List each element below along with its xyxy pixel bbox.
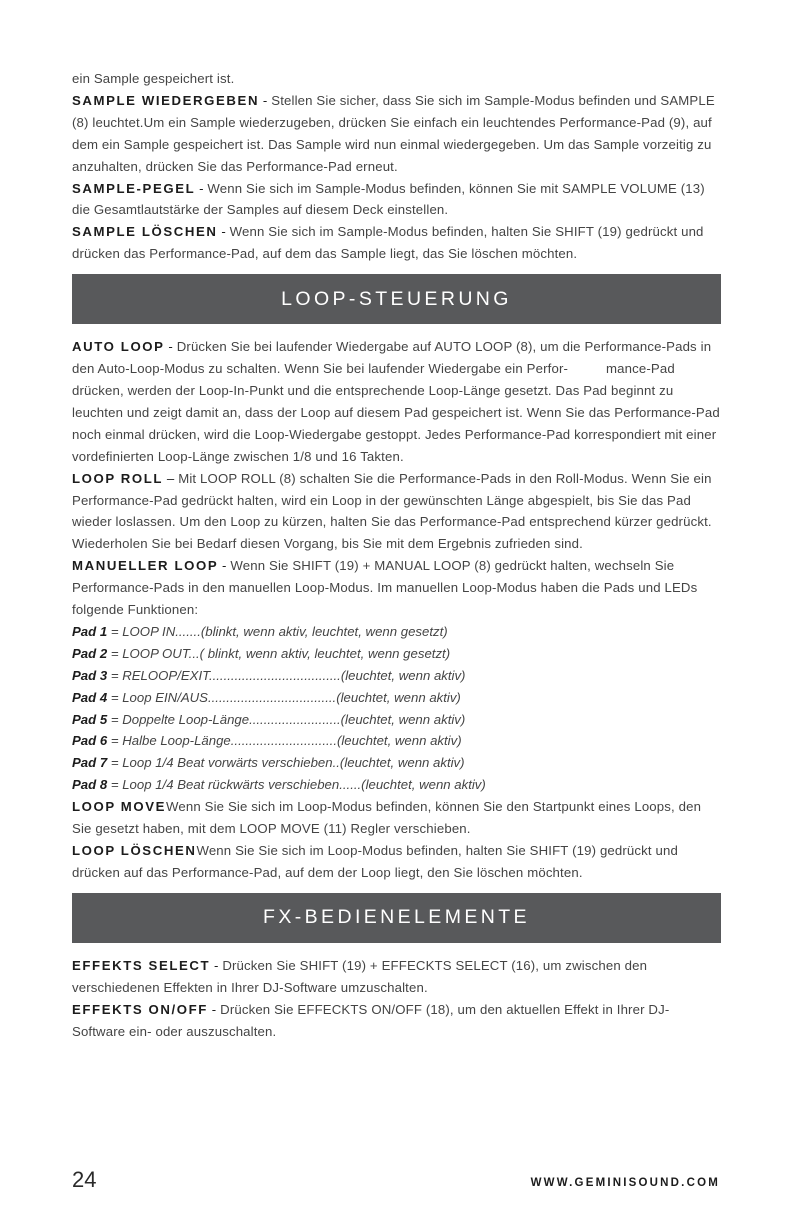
loop-roll-text: Mit LOOP ROLL (8) schalten Sie die Performance-Pads in den Roll-Modus. Wenn Sie ein Performance-Pad gedrückt halten, wird ein Loop in der gewünschten Länge abgespielt, bis Sie das Pad wieder loslassen. Um den Loop zu kürzen, halten Sie das Performance-Pad entsprechend kürzer gedrückt. Wiederholen Sie bei Bedarf diesen Vorgang, bis Sie mit dem Ergebnis zufrieden sind. [72, 470, 712, 552]
pad-label: Pad 3 [72, 667, 108, 683]
sample-delete-text: Wenn Sie sich im Sample-Modus befinden, halten Sie SHIFT (19) gedrückt und drücken das Performance-Pad, auf dem das Sample liegt, das Sie löschen möchten. [72, 224, 704, 262]
pad-line-1 [72, 621, 721, 643]
fx-select-text: Drücken Sie SHIFT (19) + EFFECKTS SELECT (16), um zwischen den verschiedenen Effekten in Ihrer DJ-Software umzuschalten. [72, 957, 648, 995]
pad-description: = Loop 1/4 Beat vorwärts verschieben..(leuchtet, wenn aktiv) [107, 755, 465, 771]
loop-move-text: Wenn Sie Sie sich im Loop-Modus befinden, können Sie den Startpunkt eines Loops, den Sie gesetzt haben, mit dem LOOP MOVE (11) Regler verschieben. [72, 799, 702, 837]
fx-onoff-paragraph [72, 999, 721, 1043]
term-loop-roll: LOOP ROLL [72, 470, 164, 486]
separator: - [164, 339, 177, 355]
pad-line-5 [72, 709, 721, 731]
page-number: 24 [72, 1167, 97, 1192]
auto-loop-text-a: Drücken Sie bei laufender Wiedergabe auf AUTO LOOP (8), um die Performance-Pads in den Auto-Loop-Modus zu schalten. Wenn Sie bei laufender Wiedergabe ein Perfor- [72, 339, 712, 377]
sample-level-paragraph [72, 178, 721, 222]
section-header-fx [72, 893, 721, 943]
term-sample-play: SAMPLE WIEDERGEBEN [72, 92, 260, 108]
loop-move-paragraph [72, 796, 721, 840]
sample-play-text: Stellen Sie sicher, dass Sie sich im Sample-Modus befinden und SAMPLE (8) leuchtet.Um ein Sample wiederzugeben, drücken Sie einfach ein leuchtendes Performance-Pad (9), auf dem ein Sample gespeichert ist. Das Sample wird nun einmal wiedergegeben. Um das Sample vorzeitig zu anzuhalten, drücken Sie das Performance-Pad erneut. [72, 92, 715, 174]
pad-description: = Loop 1/4 Beat rückwärts verschieben......(leuchtet, wenn aktiv) [107, 777, 486, 793]
separator: – [163, 470, 179, 486]
pad-description: = LOOP IN.......(blinkt, wenn aktiv, leuchtet, wenn gesetzt) [107, 623, 448, 639]
separator: - [259, 92, 272, 108]
loop-roll-paragraph [72, 468, 721, 556]
sample-play-paragraph [72, 90, 721, 178]
term-fx-onoff: EFFEKTS ON/OFF [72, 1001, 208, 1017]
manual-loop-paragraph [72, 555, 721, 621]
pad-line-8 [72, 774, 721, 796]
sample-level-text: Wenn Sie sich im Sample-Modus befinden, können Sie mit SAMPLE VOLUME (13) die Gesamtlautstärke der Samples auf diesem Deck einstellen. [72, 180, 705, 218]
auto-loop-paragraph [72, 336, 721, 467]
separator: - [195, 180, 208, 196]
separator: - [218, 558, 231, 574]
pad-description: = Loop EIN/AUS...................................(leuchtet, wenn aktiv) [107, 689, 461, 705]
term-sample-level: SAMPLE-PEGEL [72, 180, 196, 196]
separator: - [217, 224, 230, 240]
website-url: WWW.GEMINISOUND.COM [530, 1177, 720, 1189]
pad-label: Pad 8 [72, 777, 108, 793]
pad-description: = Halbe Loop-Länge.............................(leuchtet, wenn aktiv) [107, 733, 462, 749]
pad-function-list [72, 621, 721, 796]
fx-select-paragraph [72, 955, 721, 999]
pad-description: = Doppelte Loop-Länge.........................(leuchtet, wenn aktiv) [107, 711, 466, 727]
term-sample-delete: SAMPLE LÖSCHEN [72, 224, 218, 240]
pad-label: Pad 5 [72, 711, 108, 727]
sample-delete-paragraph [72, 221, 721, 265]
pad-description: = LOOP OUT...( blinkt, wenn aktiv, leuchtet, wenn gesetzt) [107, 645, 451, 661]
separator: - [207, 1001, 221, 1017]
term-manual-loop: MANUELLER LOOP [72, 558, 219, 574]
term-loop-move: LOOP MOVE [72, 799, 167, 815]
manual-loop-text: Wenn Sie SHIFT (19) + MANUAL LOOP (8) gedrückt halten, wechseln Sie Performance-Pads in den manuellen Loop-Modus. Im manuellen Loop-Modus haben die Pads und LEDs folgende Funktionen: [72, 558, 698, 618]
page-content [72, 68, 721, 1042]
pad-label: Pad 7 [72, 755, 108, 771]
pad-line-6 [72, 730, 721, 752]
pad-label: Pad 4 [72, 689, 108, 705]
section-title-loop: LOOP-STEUERUNG [281, 287, 512, 310]
pad-label: Pad 2 [72, 645, 108, 661]
auto-loop-text-b: mance-Pad drücken, werden der Loop-In-Punkt und die entsprechende Loop-Länge gesetzt. Das Pad beginnt zu leuchten und zeigt damit an, dass der Loop auf diesem Pad gespeichert ist. Wenn Sie das Performance-Pad noch einmal drücken, wird die Loop-Wiedergabe gestoppt. Jedes Performance-Pad korrespondiert mit einer vordefinierten Loop-Länge zwischen 1/8 und 16 Takten. [72, 361, 720, 464]
fx-onoff-text: Drücken Sie EFFECKTS ON/OFF (18), um den aktuellen Effekt in Ihrer DJ-Software ein- oder auszuschalten. [72, 1001, 670, 1039]
section-title-fx: FX-BEDIENELEMENTE [263, 906, 530, 929]
pad-label: Pad 1 [72, 623, 108, 639]
pad-line-2 [72, 643, 721, 665]
pad-line-3 [72, 665, 721, 687]
pad-label: Pad 6 [72, 733, 108, 749]
section-header-loop [72, 274, 721, 324]
loop-delete-text: Wenn Sie Sie sich im Loop-Modus befinden, halten Sie SHIFT (19) gedrückt und drücken auf das Performance-Pad, auf dem der Loop liegt, den Sie löschen möchten. [72, 843, 678, 880]
term-fx-select: EFFEKTS SELECT [72, 957, 211, 973]
pad-description: = RELOOP/EXIT....................................(leuchtet, wenn aktiv) [107, 667, 466, 683]
pad-line-7 [72, 752, 721, 774]
pad-line-4 [72, 687, 721, 709]
term-auto-loop: AUTO LOOP [72, 339, 165, 355]
intro-carry-text: ein Sample gespeichert ist. [72, 71, 235, 86]
separator: - [210, 957, 223, 973]
term-loop-delete: LOOP LÖSCHEN [72, 843, 197, 858]
loop-delete-paragraph [72, 840, 721, 884]
